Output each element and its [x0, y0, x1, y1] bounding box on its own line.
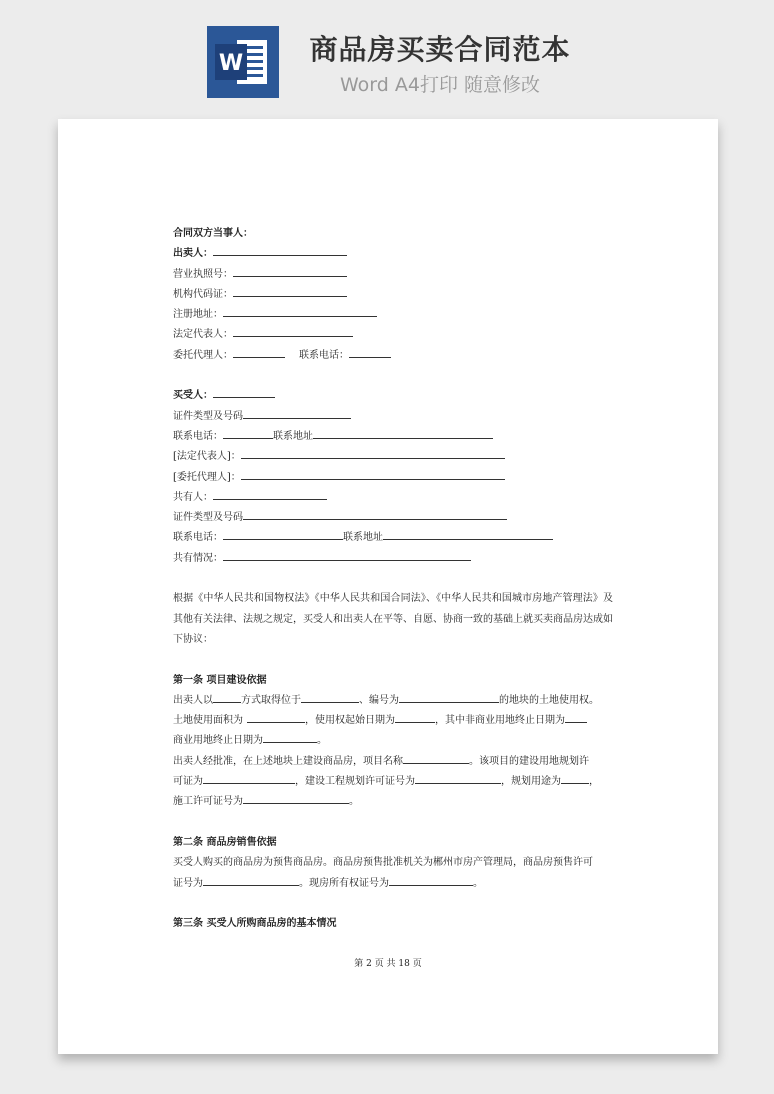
art1-line-2	[173, 711, 613, 731]
legal-rep-line	[173, 325, 613, 345]
reg-address-line	[173, 305, 613, 325]
blank	[223, 550, 471, 561]
blank	[415, 773, 501, 784]
buyer-label: 买受人：	[173, 390, 213, 402]
text: 。该项目的建设用地规划许	[469, 755, 589, 767]
seller-line	[173, 244, 613, 264]
header	[0, 0, 774, 110]
parties-heading: 合同双方当事人：	[173, 228, 253, 239]
buyer-line	[173, 386, 613, 406]
blank	[213, 387, 275, 398]
co-status-line	[173, 549, 613, 569]
document-content	[173, 224, 613, 934]
blank	[399, 692, 499, 703]
co-owner-line	[173, 488, 613, 508]
intro-paragraph: 根据《中华人民共和国物权法》《中华人民共和国合同法》、《中华人民共和国城市房地产管理法》及其他有关法律、法规之规定，买受人和出卖人在平等、自愿、协商一致的基础上就买卖商品房达成如下协议：	[173, 593, 613, 645]
legal-rep-b-label: [法定代表人]：	[173, 451, 241, 463]
agent-label: 委托代理人：	[173, 349, 233, 361]
article-2-title: 第二条 商品房销售依据	[173, 836, 277, 848]
art1-line-5	[173, 772, 613, 792]
blank	[243, 793, 349, 804]
text: ，	[589, 776, 599, 788]
legal-rep-b-line	[173, 447, 613, 467]
text: 。	[473, 877, 483, 889]
text: 。	[349, 796, 359, 808]
art1-line-3	[173, 731, 613, 751]
co-owner-label: 共有人：	[173, 491, 213, 503]
text: 。	[317, 735, 327, 747]
license-label: 营业执照号：	[173, 268, 233, 280]
text: ，规划用途为	[501, 776, 561, 788]
blank	[395, 712, 435, 723]
id-type-label: 证件类型及号码	[173, 410, 243, 422]
blank	[403, 753, 469, 764]
text: 。现房所有权证号为	[299, 877, 389, 889]
text: 土地使用面积为	[173, 715, 243, 727]
blank	[389, 875, 473, 886]
text: ，其中非商业用地终止日期为	[435, 715, 565, 727]
blank	[233, 266, 347, 277]
blank	[247, 712, 305, 723]
phone2-label: 联系电话：	[173, 430, 223, 442]
art1-line-1	[173, 691, 613, 711]
seller-label: 出卖人：	[173, 248, 213, 260]
text: 可证为	[173, 776, 203, 788]
phone-address2-line	[173, 528, 613, 548]
text: 施工许可证号为	[173, 796, 243, 808]
phone-label: 联系电话：	[299, 349, 349, 361]
text: 出卖人以	[173, 694, 213, 706]
blank	[213, 245, 347, 256]
blank	[213, 489, 327, 500]
blank	[561, 773, 589, 784]
blank	[301, 692, 359, 703]
blank	[313, 428, 493, 439]
agent-b-label: [委托代理人]：	[173, 471, 241, 483]
text: ，建设工程规划许可证号为	[295, 776, 415, 788]
page-title: 商品房买卖合同范本	[309, 33, 571, 66]
text: 商业用地终止日期为	[173, 735, 263, 747]
blank	[233, 286, 347, 297]
blank	[213, 692, 241, 703]
agent-b-line	[173, 468, 613, 488]
text: ，使用权起始日期为	[305, 715, 395, 727]
address-label: 联系地址	[273, 430, 313, 442]
article-1-title: 第一条 项目建设依据	[173, 674, 267, 686]
agent-line	[173, 346, 613, 366]
blank	[383, 529, 553, 540]
text: 的地块的土地使用权。	[499, 694, 599, 706]
art1-line-6	[173, 792, 613, 812]
license-line	[173, 265, 613, 285]
blank	[241, 469, 505, 480]
org-code-line	[173, 285, 613, 305]
art1-line-4	[173, 752, 613, 772]
blank	[349, 347, 391, 358]
text: 证号为	[173, 877, 203, 889]
address2-label: 联系地址	[343, 532, 383, 544]
blank	[223, 306, 377, 317]
text: 出卖人经批准，在上述地块上建设商品房，项目名称	[173, 755, 403, 767]
phone-address-line	[173, 427, 613, 447]
legal-rep-label: 法定代表人：	[173, 329, 233, 341]
text: 、编号为	[359, 694, 399, 706]
art2-line-1: 买受人购买的商品房为预售商品房。商品房预售批准机关为郴州市房产管理局，商品房预售许可	[173, 857, 593, 869]
co-status-label: 共有情况：	[173, 552, 223, 564]
blank	[203, 875, 299, 886]
id-type-line	[173, 407, 613, 427]
art2-line-2	[173, 874, 613, 894]
blank	[263, 732, 317, 743]
phone3-label: 联系电话：	[173, 532, 223, 544]
blank	[233, 326, 353, 337]
org-code-label: 机构代码证：	[173, 288, 233, 300]
blank	[241, 448, 505, 459]
blank	[565, 712, 587, 723]
article-3-title: 第三条 买受人所购商品房的基本情况	[173, 918, 337, 930]
id-type2-line	[173, 508, 613, 528]
blank	[203, 773, 295, 784]
document-page	[58, 119, 718, 1054]
text: 方式取得位于	[241, 694, 301, 706]
reg-address-label: 注册地址：	[173, 309, 223, 321]
id-type2-label: 证件类型及号码	[173, 512, 243, 524]
blank	[243, 509, 507, 520]
word-icon-letter: W	[218, 51, 244, 76]
page-subtitle: Word A4打印 随意修改	[339, 74, 540, 96]
blank	[243, 408, 351, 419]
blank	[223, 428, 273, 439]
page-footer: 第 2 页 共 18 页	[354, 959, 422, 969]
word-icon	[207, 26, 279, 98]
blank	[223, 529, 343, 540]
blank	[233, 347, 285, 358]
